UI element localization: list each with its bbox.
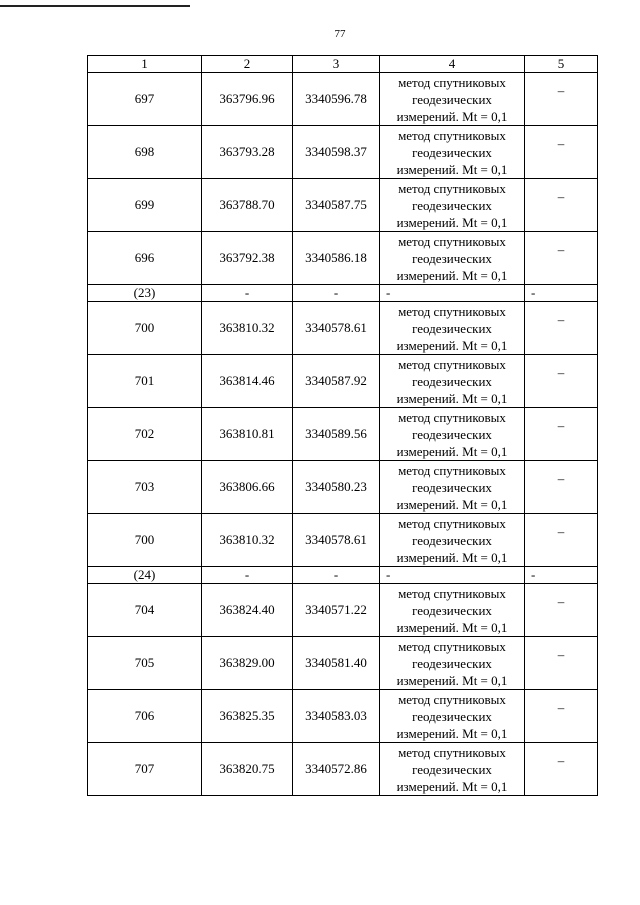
- method-line: измерений. Mt = 0,1: [396, 549, 508, 565]
- x-coordinate-cell: 363825.35: [202, 690, 293, 743]
- note-dash: –: [557, 753, 565, 768]
- note-dash: –: [557, 365, 565, 380]
- note-cell: [525, 232, 598, 285]
- x-coordinate-cell: 363793.28: [202, 126, 293, 179]
- method-line: метод спутниковых: [398, 462, 506, 478]
- method-cell: [380, 302, 525, 355]
- point-number-cell: 698: [88, 126, 202, 179]
- note-dash: –: [557, 418, 565, 433]
- note-dash: –: [557, 189, 565, 204]
- point-number-cell: 702: [88, 408, 202, 461]
- method-line: измерений. Mt = 0,1: [396, 443, 508, 459]
- y-coordinate-cell: 3340581.40: [293, 637, 380, 690]
- method-line: геодезических: [412, 479, 492, 495]
- note-cell: [525, 408, 598, 461]
- method-line: измерений. Mt = 0,1: [396, 672, 508, 688]
- method-line: геодезических: [412, 250, 492, 266]
- method-cell: [380, 179, 525, 232]
- y-coordinate-cell: 3340578.61: [293, 514, 380, 567]
- method-cell: [380, 461, 525, 514]
- method-line: геодезических: [412, 761, 492, 777]
- method-line: измерений. Mt = 0,1: [396, 725, 508, 741]
- y-coordinate-cell: 3340583.03: [293, 690, 380, 743]
- point-number-cell: 707: [88, 743, 202, 796]
- method-line: измерений. Mt = 0,1: [396, 267, 508, 283]
- method-line: геодезических: [412, 373, 492, 389]
- y-coordinate-cell: 3340587.92: [293, 355, 380, 408]
- note-dash: –: [557, 594, 565, 609]
- x-coordinate-cell: 363810.32: [202, 302, 293, 355]
- x-coordinate-cell: 363824.40: [202, 584, 293, 637]
- method-line: геодезических: [412, 426, 492, 442]
- method-line: измерений. Mt = 0,1: [396, 161, 508, 177]
- method-cell: [380, 73, 525, 126]
- note-dash: –: [557, 524, 565, 539]
- note-cell: -: [525, 285, 598, 302]
- header-row: [88, 56, 598, 73]
- note-dash: –: [557, 647, 565, 662]
- section-separator-row: [88, 567, 598, 584]
- method-line: измерений. Mt = 0,1: [396, 108, 508, 124]
- point-number-cell: 699: [88, 179, 202, 232]
- note-dash: –: [557, 136, 565, 151]
- y-coordinate-cell: 3340578.61: [293, 302, 380, 355]
- y-coordinate-cell: 3340596.78: [293, 73, 380, 126]
- x-coordinate-cell: 363788.70: [202, 179, 293, 232]
- table-row: [88, 179, 598, 232]
- x-coordinate-cell: 363829.00: [202, 637, 293, 690]
- point-number-cell: 700: [88, 514, 202, 567]
- note-cell: [525, 637, 598, 690]
- method-line: метод спутниковых: [398, 127, 506, 143]
- method-line: метод спутниковых: [398, 74, 506, 90]
- note-cell: [525, 126, 598, 179]
- note-dash: –: [557, 242, 565, 257]
- x-coordinate-cell: -: [202, 567, 293, 584]
- table-body: [88, 73, 598, 796]
- method-line: геодезических: [412, 320, 492, 336]
- point-number-cell: 703: [88, 461, 202, 514]
- note-dash: –: [557, 700, 565, 715]
- table-row: [88, 408, 598, 461]
- method-cell: -: [380, 285, 525, 302]
- table-row: [88, 355, 598, 408]
- method-line: геодезических: [412, 144, 492, 160]
- x-coordinate-cell: 363814.46: [202, 355, 293, 408]
- table-row: [88, 73, 598, 126]
- method-line: метод спутниковых: [398, 180, 506, 196]
- point-number-cell: (23): [88, 285, 202, 302]
- coordinates-table: [87, 55, 598, 796]
- method-line: измерений. Mt = 0,1: [396, 496, 508, 512]
- method-line: метод спутниковых: [398, 233, 506, 249]
- point-number-cell: (24): [88, 567, 202, 584]
- method-cell: -: [380, 567, 525, 584]
- note-cell: [525, 743, 598, 796]
- y-coordinate-cell: -: [293, 567, 380, 584]
- method-line: метод спутниковых: [398, 744, 506, 760]
- table-row: [88, 302, 598, 355]
- method-line: метод спутниковых: [398, 585, 506, 601]
- page-number: 77: [334, 28, 346, 40]
- method-line: геодезических: [412, 197, 492, 213]
- method-line: геодезических: [412, 91, 492, 107]
- method-line: метод спутниковых: [398, 691, 506, 707]
- y-coordinate-cell: 3340589.56: [293, 408, 380, 461]
- table-row: [88, 232, 598, 285]
- x-coordinate-cell: 363810.32: [202, 514, 293, 567]
- method-cell: [380, 514, 525, 567]
- top-rule: [0, 5, 190, 7]
- method-cell: [380, 637, 525, 690]
- y-coordinate-cell: 3340580.23: [293, 461, 380, 514]
- method-line: геодезических: [412, 655, 492, 671]
- note-dash: –: [557, 83, 565, 98]
- method-line: измерений. Mt = 0,1: [396, 390, 508, 406]
- point-number-cell: 696: [88, 232, 202, 285]
- method-cell: [380, 355, 525, 408]
- y-coordinate-cell: 3340598.37: [293, 126, 380, 179]
- point-number-cell: 706: [88, 690, 202, 743]
- table-row: [88, 584, 598, 637]
- method-line: геодезических: [412, 532, 492, 548]
- note-cell: [525, 461, 598, 514]
- method-line: геодезических: [412, 708, 492, 724]
- point-number-cell: 704: [88, 584, 202, 637]
- table-row: [88, 743, 598, 796]
- table-row: [88, 637, 598, 690]
- method-line: измерений. Mt = 0,1: [396, 337, 508, 353]
- method-cell: [380, 584, 525, 637]
- table-row: [88, 690, 598, 743]
- x-coordinate-cell: -: [202, 285, 293, 302]
- method-cell: [380, 690, 525, 743]
- method-line: измерений. Mt = 0,1: [396, 214, 508, 230]
- note-cell: -: [525, 567, 598, 584]
- y-coordinate-cell: 3340586.18: [293, 232, 380, 285]
- note-cell: [525, 73, 598, 126]
- note-cell: [525, 302, 598, 355]
- y-coordinate-cell: 3340572.86: [293, 743, 380, 796]
- method-line: метод спутниковых: [398, 515, 506, 531]
- x-coordinate-cell: 363806.66: [202, 461, 293, 514]
- method-cell: [380, 126, 525, 179]
- table-row: [88, 514, 598, 567]
- table-row: [88, 126, 598, 179]
- point-number-cell: 705: [88, 637, 202, 690]
- x-coordinate-cell: 363796.96: [202, 73, 293, 126]
- method-line: метод спутниковых: [398, 303, 506, 319]
- method-line: измерений. Mt = 0,1: [396, 619, 508, 635]
- method-line: геодезических: [412, 602, 492, 618]
- point-number-cell: 700: [88, 302, 202, 355]
- column-header: 1: [88, 56, 202, 73]
- section-separator-row: [88, 285, 598, 302]
- method-line: метод спутниковых: [398, 409, 506, 425]
- note-dash: –: [557, 312, 565, 327]
- method-line: метод спутниковых: [398, 638, 506, 654]
- y-coordinate-cell: 3340571.22: [293, 584, 380, 637]
- note-cell: [525, 514, 598, 567]
- x-coordinate-cell: 363792.38: [202, 232, 293, 285]
- column-header: 4: [380, 56, 525, 73]
- point-number-cell: 701: [88, 355, 202, 408]
- note-cell: [525, 355, 598, 408]
- x-coordinate-cell: 363820.75: [202, 743, 293, 796]
- column-header: 2: [202, 56, 293, 73]
- y-coordinate-cell: -: [293, 285, 380, 302]
- note-cell: [525, 690, 598, 743]
- y-coordinate-cell: 3340587.75: [293, 179, 380, 232]
- method-cell: [380, 232, 525, 285]
- method-cell: [380, 408, 525, 461]
- note-cell: [525, 179, 598, 232]
- method-line: метод спутниковых: [398, 356, 506, 372]
- note-dash: –: [557, 471, 565, 486]
- column-header: 3: [293, 56, 380, 73]
- method-line: измерений. Mt = 0,1: [396, 778, 508, 794]
- table-row: [88, 461, 598, 514]
- method-cell: [380, 743, 525, 796]
- note-cell: [525, 584, 598, 637]
- column-header: 5: [525, 56, 598, 73]
- x-coordinate-cell: 363810.81: [202, 408, 293, 461]
- point-number-cell: 697: [88, 73, 202, 126]
